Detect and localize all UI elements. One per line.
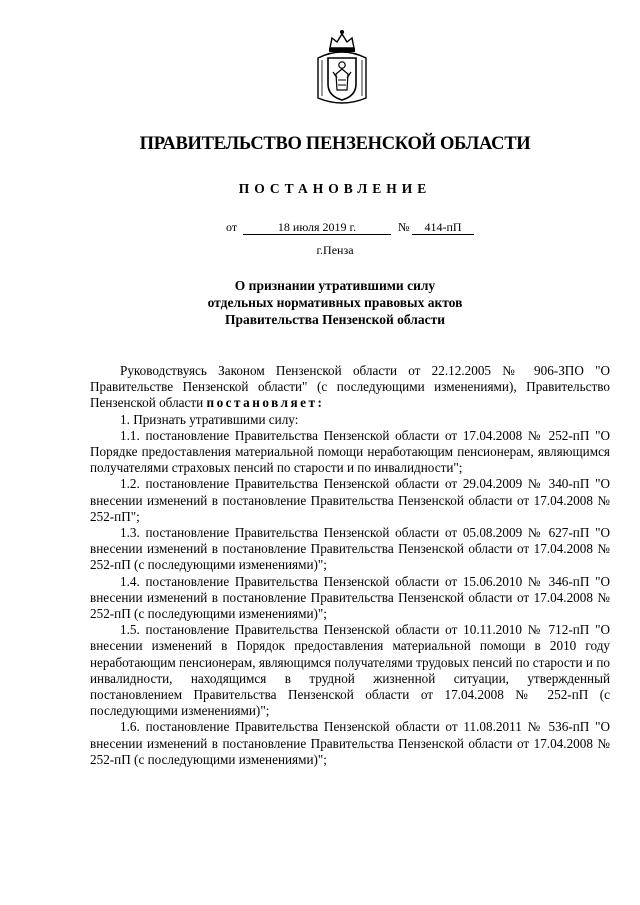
coat-of-arms-emblem [314,28,370,106]
paragraph-item-1-3: 1.3. постановление Правительства Пензенской области от 05.08.2009 № 627-пП "О внесении изменений в постановление Правительства Пензенской области от 17.04.2008 № 252-пП (с последующими изменениями)"; [90,525,610,573]
paragraph-item-1: 1. Признать утратившими силу: [120,411,299,427]
paragraph-item-1-5: 1.5. постановление Правительства Пензенской области от 10.11.2010 № 712-пП "О внесении изменений в Порядок предоставления материальной помощи в 2010 году неработающим пенсионерам, являющимся получателями трудовых пенсий по старости и по инвалидности, находящимся в трудной жизненной ситуации, утвержденный постановлением Правительства Пензенской области от 17.04.2008 № 252-пП (с последующими изменениями)"; [90,622,610,719]
subject-line-2: отдельных нормативных правовых актов [207,295,463,310]
number-value: 414-пП [412,220,474,235]
document-type-title: ПОСТАНОВЛЕНИЕ [238,181,432,196]
paragraph-item-1-2: 1.2. постановление Правительства Пензенской области от 29.04.2009 № 340-пП "О внесении изменений в постановление Правительства Пензенской области от 17.04.2008 № 252-пП"; [90,476,610,524]
paragraph-item-1-6: 1.6. постановление Правительства Пензенской области от 11.08.2011 № 536-пП "О внесении изменений в постановление Правительства Пензенской области от 17.04.2008 № 252-пП (с последующими изменениями)"; [90,719,610,767]
number-label: № [398,220,410,234]
document-subject [0,277,640,328]
city-label: г.Пенза [316,243,354,257]
paragraph-item-1-4: 1.4. постановление Правительства Пензенской области от 15.06.2010 № 346-пП "О внесении изменений в постановление Правительства Пензенской области от 17.04.2008 № 252-пП (с последующими изменениями)"; [90,573,610,622]
subject-line-3: Правительства Пензенской области [224,312,446,327]
subject-line-1: О признании утратившими силу [234,278,436,293]
preamble-paragraph [90,363,610,412]
paragraph-item-1-1: 1.1. постановление Правительства Пензенской области от 17.04.2008 № 252-пП "О Порядке предоставления материальной помощи неработающим пенсионерам, являющимся получателями страховых пенсий по старости и по инвалидности"; [90,427,610,476]
preamble-text: Руководствуясь Законом Пензенской области от 22.12.2005 № 906-ЗПО "О Правительстве Пензенской области" (с последующими изменениями), Правительство Пензенской области [90,363,610,411]
document-body [90,363,610,768]
preamble-verb: постановляет: [206,395,325,411]
date-label: от [226,220,238,234]
date-value: 18 июля 2019 г. [243,220,391,235]
government-title: ПРАВИТЕЛЬСТВО ПЕНЗЕНСКОЙ ОБЛАСТИ [139,134,531,154]
